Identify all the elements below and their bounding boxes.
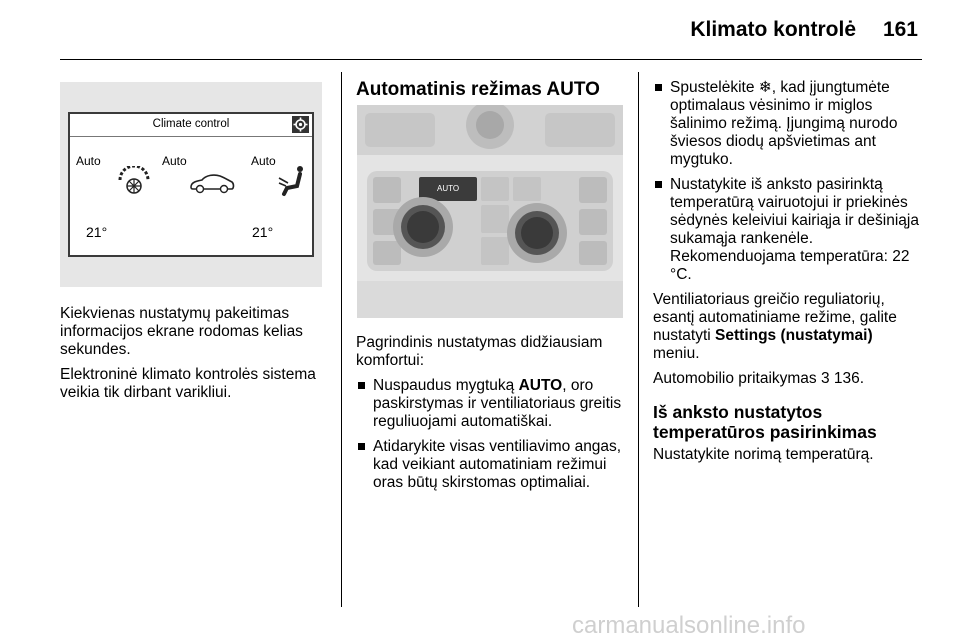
bullet-square-icon bbox=[358, 443, 365, 450]
bullet-square-icon bbox=[655, 84, 662, 91]
climate-display-figure bbox=[60, 82, 322, 287]
climate-panel-figure bbox=[357, 105, 623, 318]
screen-title: Climate control bbox=[152, 118, 230, 130]
car-icon bbox=[188, 170, 236, 196]
header-rule bbox=[60, 59, 922, 60]
fan-icon bbox=[116, 166, 152, 196]
seat-airflow-icon bbox=[275, 164, 309, 198]
column-2-text bbox=[356, 334, 626, 499]
section-heading-preset: Iš anksto nustatytos temperatūros pasirinkimas bbox=[653, 402, 877, 442]
control-panel-illustration bbox=[357, 105, 623, 318]
watermark: carmanualsonline.info bbox=[572, 612, 806, 639]
settings-gear-icon bbox=[292, 116, 309, 133]
page-reference-icon[interactable]: 3 bbox=[820, 370, 830, 387]
list-item: Atidarykite visas ventiliavimo angas, kad veikiant automatiniam režimui oras būtų skirstomas optimaliai. bbox=[356, 438, 626, 492]
paragraph: Ventiliatoriaus greičio reguliatorių, esantį automatiniame režime, galite nustatyti Settings (nustatymai) meniu. bbox=[653, 291, 897, 362]
column-divider-2 bbox=[638, 72, 639, 607]
ac-snowflake-icon: ❄ bbox=[758, 79, 772, 96]
page-header bbox=[0, 0, 960, 62]
temperature-left: 21° bbox=[86, 224, 108, 240]
fan-auto-label: Auto bbox=[76, 154, 101, 168]
seat-auto-label: Auto bbox=[251, 154, 276, 168]
settings-bullet-list bbox=[653, 79, 923, 284]
list-item: Nuspaudus mygtuką AUTO, oro paskirstymas ir ventiliatoriaus greitis reguliuojami automatiškai. bbox=[356, 377, 626, 431]
column-divider-1 bbox=[341, 72, 342, 607]
page-number: 161 bbox=[882, 18, 918, 41]
paragraph: Nustatykite norimą temperatūrą. bbox=[653, 446, 874, 463]
distribution-auto-label: Auto bbox=[162, 154, 187, 168]
paragraph: Automobilio pritaikymas 3 136. bbox=[653, 370, 865, 387]
paragraph: Pagrindinis nustatymas didžiausiam komfortui: bbox=[356, 334, 603, 369]
column-3-text bbox=[653, 79, 923, 471]
page-title: Klimato kontrolė bbox=[690, 18, 856, 41]
column-2-heading bbox=[356, 79, 626, 101]
paragraph: Elektroninė klimato kontrolės sistema veikia tik dirbant varikliui. bbox=[60, 366, 316, 401]
list-item: Nustatykite iš anksto pasirinktą temperatūrą vairuotojui ir priekinės sėdynės keleiviui kairiąja ir dešiniąja sukamąja rankenėle. Rekomenduojama temperatūra: 22 °C. bbox=[653, 176, 923, 284]
climate-screen bbox=[68, 112, 314, 257]
bullet-square-icon bbox=[358, 382, 365, 389]
section-heading-auto: Automatinis režimas AUTO bbox=[356, 79, 600, 100]
temperature-right: 21° bbox=[252, 224, 274, 240]
list-item: Spustelėkite ❄, kad įjungtumėte optimalaus vėsinimo ir miglos šalinimo režimą. Įjungimą nurodo šviesos diodų apšvietimas ant mygtuko. bbox=[653, 79, 923, 169]
auto-bullet-list bbox=[356, 377, 626, 492]
auto-button-label: AUTO bbox=[437, 184, 460, 193]
screen-title-bar bbox=[70, 114, 312, 137]
paragraph: Kiekvienas nustatymų pakeitimas informacijos ekrane rodomas kelias sekundes. bbox=[60, 305, 303, 358]
column-1-text bbox=[60, 305, 325, 409]
bullet-square-icon bbox=[655, 181, 662, 188]
